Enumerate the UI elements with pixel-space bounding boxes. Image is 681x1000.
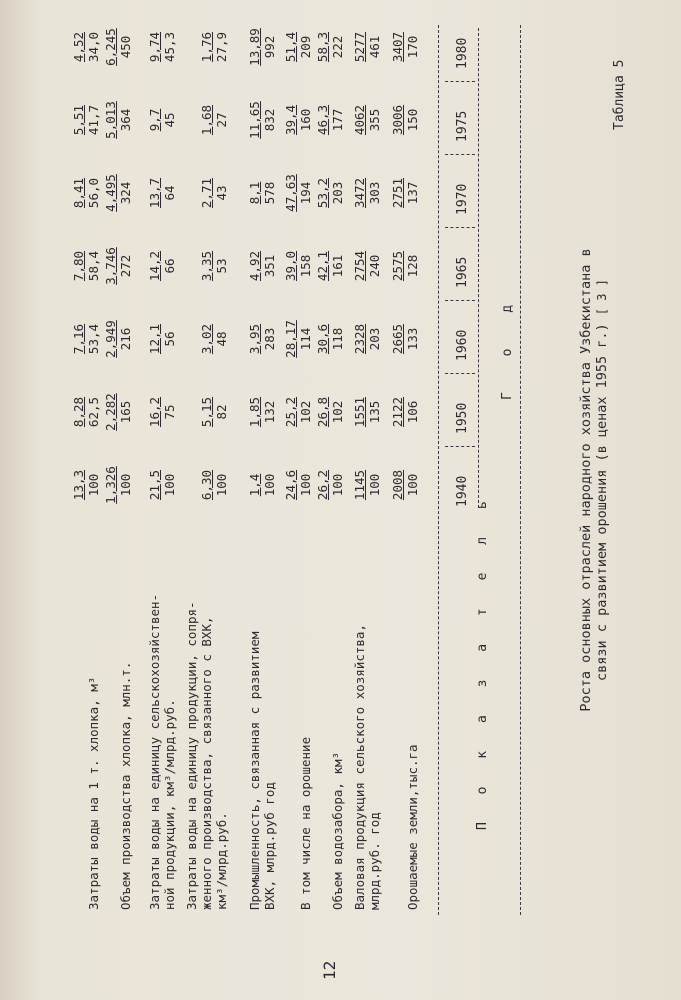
table-cell	[283, 384, 313, 440]
table-cell	[352, 92, 382, 148]
cell-value: 5,013	[103, 101, 118, 139]
column-separator	[445, 300, 475, 301]
reference-number: [ 3 ]	[595, 279, 609, 316]
cell-value: 8,41	[71, 177, 86, 209]
cell-value: 51,4	[283, 31, 298, 63]
cell-index: 170	[405, 35, 420, 59]
cell-index: 240	[367, 254, 382, 278]
table-cell	[147, 19, 177, 75]
table-cell	[71, 384, 101, 440]
cell-index: 283	[262, 327, 277, 351]
table-cell	[199, 457, 229, 513]
cell-index: 100	[118, 473, 133, 497]
cell-value: 12,1	[147, 323, 162, 355]
indicator-header: П о к а з а т е л ь	[475, 491, 490, 830]
cell-value: 46,3	[315, 104, 330, 136]
cell-value: 3006	[390, 104, 405, 136]
table-cell	[147, 457, 177, 513]
table-cell	[390, 384, 420, 440]
cell-value: 8,28	[71, 396, 86, 428]
cell-index: 158	[298, 254, 313, 278]
cell-value: 2,949	[103, 320, 118, 358]
header-rule-top	[520, 25, 521, 915]
cell-value: 42,1	[315, 250, 330, 282]
cell-value: 4,92	[247, 250, 262, 282]
table-cell	[315, 165, 345, 221]
table-cell	[352, 19, 382, 75]
cell-value: 26,8	[315, 396, 330, 428]
table-cell	[315, 19, 345, 75]
cell-index: 100	[162, 473, 177, 497]
row-label	[352, 624, 382, 910]
cell-index: 114	[298, 327, 313, 351]
cell-index: 82	[214, 404, 229, 420]
cell-index: 53,4	[86, 323, 101, 355]
cell-value: 9,7	[147, 108, 162, 132]
cell-index: 203	[330, 181, 345, 205]
cell-value: 1,85	[247, 396, 262, 428]
row-label-line: Затраты воды на единицу продукции, сопря-	[184, 601, 199, 910]
table-cell	[71, 19, 101, 75]
cell-index: 832	[262, 108, 277, 132]
table-cell	[390, 19, 420, 75]
table-cell	[247, 457, 277, 513]
table-cell	[103, 311, 133, 367]
cell-value: 1551	[352, 396, 367, 428]
cell-index: 578	[262, 181, 277, 205]
cell-index: 150	[405, 108, 420, 132]
cell-value: 13,7	[147, 177, 162, 209]
row-label	[184, 601, 229, 910]
cell-value: 3,02	[199, 323, 214, 355]
row-label	[298, 737, 313, 910]
cell-index: 102	[298, 400, 313, 424]
cell-index: 53	[214, 258, 229, 274]
cell-index: 324	[118, 181, 133, 205]
cell-index: 351	[262, 254, 277, 278]
title-line-1: Роста основных отраслей народного хозяйства Узбекистана в	[578, 248, 594, 712]
row-label-line: Орошаемые земли,тыс.га	[405, 744, 420, 910]
cell-value: 3,35	[199, 250, 214, 282]
cell-index: 106	[405, 400, 420, 424]
cell-index: 102	[330, 400, 345, 424]
table-cell	[199, 238, 229, 294]
header-rule-bottom	[438, 25, 439, 915]
row-label-line: Промышленность, связанная с развитием	[247, 631, 262, 910]
row-label-line: женного производства, связанного с ВХК,	[199, 616, 214, 910]
table-cell	[103, 238, 133, 294]
table-cell	[199, 165, 229, 221]
cell-index: 100	[367, 473, 382, 497]
cell-value: 13,89	[247, 28, 262, 66]
cell-index: 100	[86, 473, 101, 497]
cell-value: 2751	[390, 177, 405, 209]
cell-value: 25,2	[283, 396, 298, 428]
cell-value: 26,2	[315, 469, 330, 501]
cell-index: 75	[162, 404, 177, 420]
table-cell	[199, 19, 229, 75]
table-cell	[283, 457, 313, 513]
cell-value: 6,30	[199, 469, 214, 501]
cell-value: 13,3	[71, 469, 86, 501]
table-cell	[283, 238, 313, 294]
cell-value: 24,6	[283, 469, 298, 501]
cell-value: 16,2	[147, 396, 162, 428]
row-label-line: км³/млрд.руб.	[214, 812, 229, 910]
cell-index: 203	[367, 327, 382, 351]
cell-index: 34,0	[86, 31, 101, 63]
cell-value: 4062	[352, 104, 367, 136]
table-cell	[352, 457, 382, 513]
year-header: 1965	[455, 256, 470, 288]
table-cell	[103, 19, 133, 75]
table-title	[578, 160, 610, 800]
table-cell	[352, 311, 382, 367]
table-cell	[283, 165, 313, 221]
table-cell	[390, 238, 420, 294]
cell-value: 5277	[352, 31, 367, 63]
year-header: 1940	[455, 475, 470, 507]
column-separator	[445, 227, 475, 228]
title-line-2: связи с развитием орошения (в ценах 1955 г.) [ 3 ]	[594, 279, 610, 681]
cell-value: 30,6	[315, 323, 330, 355]
cell-value: 7,80	[71, 250, 86, 282]
cell-index: 209	[298, 35, 313, 59]
row-label-line: ной продукции, км³/млрд.руб.	[162, 699, 177, 910]
cell-index: 100	[330, 473, 345, 497]
table-cell	[352, 165, 382, 221]
cell-index: 43	[214, 185, 229, 201]
cell-index: 66	[162, 258, 177, 274]
year-header: 1960	[455, 329, 470, 361]
table-cell	[315, 384, 345, 440]
cell-index: 27	[214, 112, 229, 128]
cell-index: 27,9	[214, 31, 229, 63]
year-header: 1950	[455, 402, 470, 434]
cell-value: 5,51	[71, 104, 86, 136]
row-label-line: В том числе на орошение	[298, 736, 313, 910]
table-cell	[390, 92, 420, 148]
row-label	[118, 662, 133, 910]
table-number: Таблица 5	[612, 59, 627, 130]
cell-index: 137	[405, 181, 420, 205]
cell-value: 4,495	[103, 174, 118, 212]
row-label	[86, 677, 101, 910]
cell-index: 364	[118, 108, 133, 132]
cell-index: 133	[405, 327, 420, 351]
cell-index: 303	[367, 181, 382, 205]
row-label-line: млрд.руб. год	[367, 812, 382, 910]
table-cell	[247, 19, 277, 75]
cell-value: 2,71	[199, 177, 214, 209]
table-cell	[390, 457, 420, 513]
row-label	[247, 632, 277, 910]
cell-value: 58,3	[315, 31, 330, 63]
table-cell	[352, 384, 382, 440]
cell-index: 160	[298, 108, 313, 132]
table-cell	[199, 311, 229, 367]
cell-index: 100	[262, 473, 277, 497]
table-cell	[103, 92, 133, 148]
table-cell	[352, 238, 382, 294]
table-cell	[103, 457, 133, 513]
table-cell	[315, 311, 345, 367]
cell-index: 272	[118, 254, 133, 278]
cell-value: 9,74	[147, 31, 162, 63]
table-cell	[147, 311, 177, 367]
table-cell	[71, 238, 101, 294]
table-cell	[390, 165, 420, 221]
table-cell	[247, 311, 277, 367]
year-group-header: Г о д	[500, 290, 515, 400]
row-label	[330, 752, 345, 910]
table-cell	[71, 165, 101, 221]
cell-index: 56,0	[86, 177, 101, 209]
table-cell	[390, 311, 420, 367]
cell-index: 41,7	[86, 104, 101, 136]
column-separator	[445, 81, 475, 82]
table-cell	[147, 238, 177, 294]
table-cell	[147, 165, 177, 221]
cell-value: 47,63	[283, 174, 298, 212]
cell-value: 3,95	[247, 323, 262, 355]
cell-value: 1,4	[247, 473, 262, 497]
cell-index: 161	[330, 254, 345, 278]
column-separator	[445, 154, 475, 155]
table-cell	[247, 238, 277, 294]
cell-value: 1,68	[199, 104, 214, 136]
cell-index: 100	[298, 473, 313, 497]
cell-value: 14,2	[147, 250, 162, 282]
table-cell	[283, 311, 313, 367]
table-cell	[199, 92, 229, 148]
table-cell	[247, 384, 277, 440]
cell-value: 7,16	[71, 323, 86, 355]
cell-index: 48	[214, 331, 229, 347]
cell-value: 2008	[390, 469, 405, 501]
table-cell	[315, 92, 345, 148]
cell-index: 216	[118, 327, 133, 351]
table-cell	[315, 238, 345, 294]
cell-value: 1,326	[103, 466, 118, 504]
year-group-rule	[478, 28, 479, 508]
cell-index: 64	[162, 185, 177, 201]
cell-index: 450	[118, 35, 133, 59]
cell-value: 39,4	[283, 104, 298, 136]
cell-value: 2754	[352, 250, 367, 282]
cell-value: 53,2	[315, 177, 330, 209]
cell-index: 177	[330, 108, 345, 132]
cell-index: 135	[367, 400, 382, 424]
year-header: 1970	[455, 183, 470, 215]
cell-value: 2665	[390, 323, 405, 355]
cell-value: 1,76	[199, 31, 214, 63]
page-number: 12	[320, 960, 339, 980]
table-cell	[247, 165, 277, 221]
year-header: 1975	[455, 110, 470, 142]
cell-value: 8,1	[247, 181, 262, 205]
cell-index: 128	[405, 254, 420, 278]
table-cell	[103, 384, 133, 440]
table-cell	[103, 165, 133, 221]
row-label-line: Валовая продукция сельского хозяйства,	[352, 624, 367, 910]
cell-index: 132	[262, 400, 277, 424]
cell-index: 62,5	[86, 396, 101, 428]
cell-index: 45,3	[162, 31, 177, 63]
row-label-line: Затраты воды на единицу сельскохозяйствен-	[147, 593, 162, 910]
table-cell	[283, 92, 313, 148]
cell-value: 4,52	[71, 31, 86, 63]
cell-index: 100	[405, 473, 420, 497]
cell-value: 3407	[390, 31, 405, 63]
table-cell	[283, 19, 313, 75]
row-label-line: ВХК, млрд.руб год	[262, 782, 277, 910]
row-label	[147, 594, 177, 910]
column-separator	[445, 373, 475, 374]
cell-value: 21,5	[147, 469, 162, 501]
row-label-line: Объем водозабора, км³	[330, 751, 345, 910]
table-cell	[71, 311, 101, 367]
table-cell	[147, 92, 177, 148]
row-label	[405, 744, 420, 910]
cell-index: 992	[262, 35, 277, 59]
cell-value: 6,245	[103, 28, 118, 66]
cell-index: 222	[330, 35, 345, 59]
cell-index: 45	[162, 112, 177, 128]
cell-value: 2,282	[103, 393, 118, 431]
cell-index: 461	[367, 35, 382, 59]
cell-index: 56	[162, 331, 177, 347]
cell-value: 28,17	[283, 320, 298, 358]
cell-value: 2122	[390, 396, 405, 428]
cell-index: 58,4	[86, 250, 101, 282]
row-label-line: Объем производства хлопка, млн.т.	[118, 661, 133, 910]
table-cell	[199, 384, 229, 440]
cell-value: 39,0	[283, 250, 298, 282]
table-cell	[71, 457, 101, 513]
cell-value: 1145	[352, 469, 367, 501]
table-cell	[247, 92, 277, 148]
cell-value: 3472	[352, 177, 367, 209]
cell-index: 118	[330, 327, 345, 351]
cell-index: 165	[118, 400, 133, 424]
column-separator	[445, 446, 475, 447]
year-header: 1980	[455, 37, 470, 69]
table-cell	[147, 384, 177, 440]
cell-index: 355	[367, 108, 382, 132]
cell-value: 2328	[352, 323, 367, 355]
table-cell	[315, 457, 345, 513]
cell-index: 100	[214, 473, 229, 497]
cell-value: 2575	[390, 250, 405, 282]
row-label-line: Затраты воды на 1 т. хлопка, м³	[86, 676, 101, 910]
table-cell	[71, 92, 101, 148]
cell-index: 194	[298, 181, 313, 205]
cell-value: 5,15	[199, 396, 214, 428]
cell-value: 11,65	[247, 101, 262, 139]
cell-value: 3,746	[103, 247, 118, 285]
